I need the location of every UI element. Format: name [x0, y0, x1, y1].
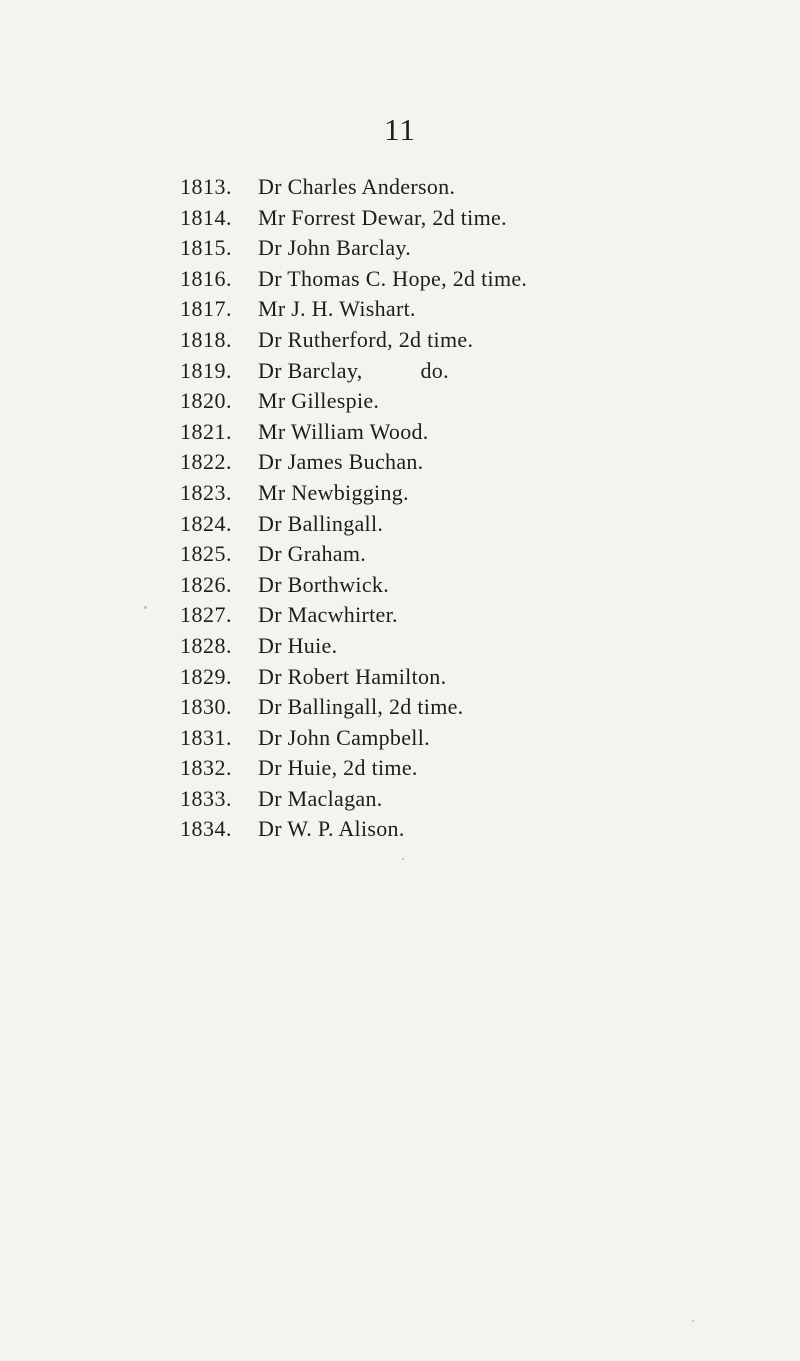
entry-name: Mr Forrest Dewar, 2d time. [258, 204, 507, 230]
entry-name: Dr Barclay, do. [258, 357, 449, 383]
list-item [180, 294, 780, 325]
list-item [180, 417, 780, 448]
entry-year: 1814. [180, 204, 232, 230]
list-item [180, 203, 780, 234]
list-item [180, 631, 780, 662]
entry-name: Dr John Barclay. [258, 235, 412, 261]
list-item [180, 662, 780, 693]
list-item [180, 600, 780, 631]
list-item [180, 172, 780, 203]
list-item [180, 356, 780, 387]
page-number: 11 [384, 112, 416, 147]
entry-list [180, 172, 780, 845]
entry-year: 1822. [180, 449, 232, 475]
entry-year: 1819. [180, 357, 232, 383]
paper-speck [402, 858, 404, 860]
paper-speck [144, 606, 147, 609]
entry-year: 1833. [180, 785, 232, 811]
list-item [180, 447, 780, 478]
entry-name: Dr Charles Anderson. [258, 174, 456, 199]
entry-year: 1813. [180, 174, 232, 199]
list-item [180, 509, 780, 540]
entry-year: 1832. [180, 755, 232, 781]
entry-name: Dr Huie, 2d time. [258, 755, 418, 781]
entry-name: Dr Borthwick. [258, 571, 389, 597]
list-item [180, 784, 780, 815]
entry-year: 1828. [180, 632, 232, 658]
entry-year: 1823. [180, 479, 232, 505]
list-item [180, 723, 780, 754]
entry-name: Dr W. P. Alison. [258, 816, 405, 842]
entry-name: Dr Ballingall. [258, 510, 384, 536]
list-item [180, 325, 780, 356]
entry-year: 1817. [180, 296, 232, 322]
entry-name: Dr Graham. [258, 541, 367, 567]
entry-name: Dr Rutherford, 2d time. [258, 326, 474, 352]
entry-year: 1816. [180, 265, 232, 291]
list-item [180, 264, 780, 295]
entry-name: Dr Thomas C. Hope, 2d time. [258, 265, 528, 291]
entry-name: Mr William Wood. [258, 418, 429, 444]
list-item [180, 814, 780, 845]
entry-year: 1815. [180, 235, 232, 261]
entry-name: Dr Ballingall, 2d time. [258, 694, 464, 720]
entry-year: 1826. [180, 571, 232, 597]
entry-name: Dr Huie. [258, 632, 338, 658]
list-item [180, 386, 780, 417]
entry-name: Dr Macwhirter. [258, 602, 398, 628]
entry-name: Mr J. H. Wishart. [258, 296, 416, 322]
entry-year: 1818. [180, 326, 232, 352]
list-item [180, 478, 780, 509]
entry-name: Dr Maclagan. [258, 785, 383, 811]
entry-name: Dr James Buchan. [258, 449, 424, 475]
entry-name: Mr Gillespie. [258, 388, 380, 414]
entry-name: Dr John Campbell. [258, 724, 430, 750]
list-item [180, 753, 780, 784]
entry-year: 1830. [180, 694, 232, 720]
entry-year: 1831. [180, 724, 232, 750]
entry-year: 1821. [180, 418, 232, 444]
entry-year: 1820. [180, 388, 232, 414]
entry-year: 1834. [180, 816, 232, 842]
entry-year: 1829. [180, 663, 232, 689]
entry-name: Mr Newbigging. [258, 479, 409, 505]
entry-year: 1827. [180, 602, 232, 628]
list-item [180, 570, 780, 601]
list-item [180, 233, 780, 264]
entry-year: 1825. [180, 541, 232, 567]
entry-year: 1824. [180, 510, 232, 536]
list-item [180, 692, 780, 723]
list-item [180, 539, 780, 570]
paper-speck [692, 1320, 694, 1322]
entry-name: Dr Robert Hamilton. [258, 663, 447, 689]
